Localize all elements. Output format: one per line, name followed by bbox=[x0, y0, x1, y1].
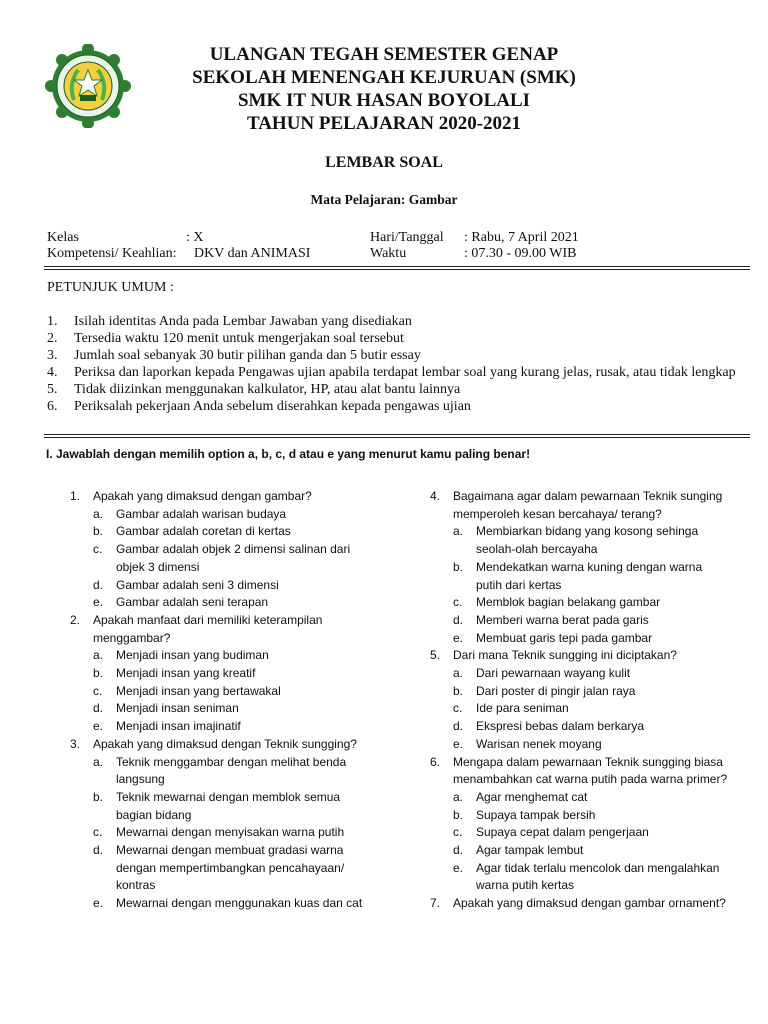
section-heading: I. Jawablah dengan memilih option a, b, c, d atau e yang menurut kamu paling benar! bbox=[46, 447, 531, 461]
option-text: Gambar adalah objek 2 dimensi salinan dari objek 3 dimensi bbox=[116, 542, 351, 574]
questions-left-column bbox=[70, 488, 370, 913]
question-row bbox=[430, 754, 730, 896]
option-text: Dari pewarnaan wayang kulit bbox=[476, 666, 631, 681]
divider-top-2 bbox=[44, 269, 750, 270]
question-body bbox=[453, 895, 730, 913]
divider-bottom bbox=[44, 434, 750, 435]
subject-line: Mata Pelajaran: Gambar bbox=[310, 192, 458, 207]
answer-option bbox=[453, 683, 730, 701]
answer-option bbox=[453, 824, 730, 842]
answer-option bbox=[93, 754, 370, 789]
answer-option bbox=[93, 577, 370, 595]
option-text: Gambar adalah warisan budaya bbox=[116, 506, 287, 521]
question-body bbox=[453, 647, 730, 753]
option-text: Mewarnai dengan membuat gradasi warna dengan mempertimbangkan pencahayaan/ kontras bbox=[116, 843, 345, 893]
answer-option bbox=[453, 665, 730, 683]
instruction-item bbox=[47, 364, 737, 381]
option-letter: e. bbox=[93, 595, 104, 610]
time-value: : 07.30 - 09.00 WIB bbox=[464, 246, 577, 261]
option-letter: d. bbox=[453, 612, 464, 627]
answer-option bbox=[93, 541, 370, 576]
answer-option bbox=[453, 630, 730, 648]
option-text: Gambar adalah seni 3 dimensi bbox=[116, 577, 279, 592]
question-text: Apakah yang dimaksud dengan gambar ornament? bbox=[453, 896, 726, 911]
question-row bbox=[70, 736, 370, 913]
question-number: 5. bbox=[430, 648, 441, 663]
option-text: Menjadi insan yang bertawakal bbox=[116, 683, 281, 698]
answer-option bbox=[453, 842, 730, 860]
answer-option bbox=[453, 807, 730, 825]
option-text: Ide para seniman bbox=[476, 701, 569, 716]
competency-label: Kompetensi/ Keahlian: bbox=[47, 246, 177, 261]
question-row bbox=[70, 488, 370, 612]
option-letter: b. bbox=[453, 559, 464, 574]
answer-option bbox=[453, 612, 730, 630]
question-number: 1. bbox=[70, 489, 81, 503]
question-item bbox=[70, 736, 370, 913]
class-value: : X bbox=[186, 230, 204, 245]
divider-bottom-2 bbox=[44, 437, 750, 438]
option-text: Menjadi insan yang budiman bbox=[116, 648, 269, 663]
answer-option bbox=[93, 665, 370, 683]
option-letter: d. bbox=[93, 577, 104, 592]
option-letter: e. bbox=[453, 736, 464, 751]
option-text: Ekspresi bebas dalam berkarya bbox=[476, 719, 645, 734]
option-letter: e. bbox=[453, 860, 464, 875]
question-item bbox=[70, 488, 370, 612]
instruction-item bbox=[47, 313, 737, 330]
option-text: Membiarkan bidang yang kosong sehinga seolah-olah bercayaha bbox=[476, 524, 699, 557]
school-type: SEKOLAH MENENGAH KEJURUAN (SMK) bbox=[192, 67, 576, 88]
answer-option bbox=[453, 789, 730, 807]
option-letter: e. bbox=[93, 896, 104, 911]
answer-option bbox=[93, 683, 370, 701]
option-letter: a. bbox=[93, 648, 104, 663]
option-letter: a. bbox=[453, 789, 464, 804]
answer-option bbox=[453, 523, 730, 558]
school-logo bbox=[44, 44, 132, 128]
option-letter: e. bbox=[453, 630, 464, 645]
instruction-text: Tersedia waktu 120 menit untuk mengerjakan soal tersebut bbox=[74, 331, 404, 346]
instruction-number: 2. bbox=[47, 331, 58, 346]
question-body bbox=[453, 488, 730, 647]
question-text: Bagaimana agar dalam pewarnaan Teknik sunging memperoleh kesan bercahaya/ terang? bbox=[453, 489, 723, 521]
answer-option bbox=[93, 718, 370, 736]
option-text: Gambar adalah coretan di kertas bbox=[116, 524, 291, 539]
option-text: Supaya cepat dalam pengerjaan bbox=[476, 825, 649, 840]
option-text: Mewarnai dengan menyisakan warna putih bbox=[116, 825, 345, 840]
answer-option bbox=[93, 895, 370, 913]
class-label: Kelas bbox=[47, 230, 79, 245]
instruction-text: Periksalah pekerjaan Anda sebelum diserahkan kepada pengawas ujian bbox=[74, 399, 471, 414]
instruction-item bbox=[47, 330, 737, 347]
option-letter: b. bbox=[453, 683, 464, 698]
option-text: Memberi warna berat pada garis bbox=[476, 612, 649, 627]
question-body bbox=[453, 754, 730, 896]
instruction-number: 3. bbox=[47, 348, 58, 363]
instruction-text: Tidak diizinkan menggunakan kalkulator, HP, atau alat bantu lainnya bbox=[74, 382, 461, 397]
question-row bbox=[430, 895, 730, 913]
instruction-number: 5. bbox=[47, 382, 58, 397]
instruction-text: Periksa dan laporkan kepada Pengawas ujian apabila terdapat lembar soal yang kurang jelas, rusak, atau tidak lengkap bbox=[74, 365, 736, 380]
question-item bbox=[430, 488, 730, 647]
option-letter: a. bbox=[93, 754, 104, 769]
answer-option bbox=[93, 700, 370, 718]
exam-title: ULANGAN TEGAH SEMESTER GENAP bbox=[209, 44, 559, 65]
option-letter: c. bbox=[453, 701, 463, 716]
option-letter: d. bbox=[453, 843, 464, 858]
instructions-list bbox=[47, 313, 737, 415]
divider-top bbox=[44, 266, 750, 267]
question-item bbox=[430, 754, 730, 896]
option-letter: c. bbox=[453, 825, 463, 840]
option-letter: e. bbox=[93, 719, 104, 734]
option-letter: b. bbox=[93, 789, 104, 804]
question-text: Mengapa dalam pewarnaan Teknik sungging biasa menambahkan cat warna putih pada warna primer? bbox=[453, 754, 728, 787]
option-letter: c. bbox=[93, 683, 103, 698]
option-text: Mewarnai dengan menggunakan kuas dan cat bbox=[116, 896, 363, 911]
option-text: Menjadi insan seniman bbox=[116, 701, 239, 716]
option-letter: a. bbox=[453, 524, 464, 539]
time-label: Waktu bbox=[370, 246, 407, 261]
question-item bbox=[70, 612, 370, 736]
instruction-number: 4. bbox=[47, 365, 58, 380]
question-row bbox=[70, 612, 370, 736]
instruction-text: Jumlah soal sebanyak 30 butir pilihan ganda dan 5 butir essay bbox=[74, 348, 421, 363]
instruction-item bbox=[47, 398, 737, 415]
option-letter: a. bbox=[453, 666, 464, 681]
instruction-number: 6. bbox=[47, 399, 58, 414]
option-letter: b. bbox=[93, 524, 104, 539]
instruction-number: 1. bbox=[47, 314, 58, 329]
option-text: Mendekatkan warna kuning dengan warna putih dari kertas bbox=[476, 559, 703, 592]
question-item bbox=[430, 647, 730, 753]
option-text: Agar tampak lembut bbox=[476, 843, 584, 858]
option-letter: d. bbox=[93, 701, 104, 716]
option-letter: d. bbox=[453, 719, 464, 734]
answer-option bbox=[453, 718, 730, 736]
question-item bbox=[430, 895, 730, 913]
option-letter: d. bbox=[93, 843, 104, 858]
answer-option bbox=[93, 523, 370, 541]
instructions-heading: PETUNJUK UMUM : bbox=[47, 280, 174, 295]
option-letter: c. bbox=[453, 595, 463, 610]
option-text: Supaya tampak bersih bbox=[476, 807, 596, 822]
question-row bbox=[430, 647, 730, 753]
option-letter: c. bbox=[93, 825, 103, 840]
date-label: Hari/Tanggal bbox=[370, 230, 444, 245]
question-number: 3. bbox=[70, 736, 81, 751]
answer-option bbox=[453, 594, 730, 612]
instruction-item bbox=[47, 347, 737, 364]
option-letter: a. bbox=[93, 506, 104, 521]
questions-right-column bbox=[430, 488, 730, 913]
option-text: Menjadi insan yang kreatif bbox=[116, 666, 256, 681]
option-text: Membuat garis tepi pada gambar bbox=[476, 630, 653, 645]
option-letter: b. bbox=[93, 666, 104, 681]
option-letter: b. bbox=[453, 807, 464, 822]
instruction-item bbox=[47, 381, 737, 398]
question-row bbox=[430, 488, 730, 647]
answer-option bbox=[453, 736, 730, 754]
school-name: SMK IT NUR HASAN BOYOLALI bbox=[237, 90, 531, 111]
question-number: 4. bbox=[430, 489, 441, 503]
option-text: Teknik mewarnai dengan memblok semua bagian bidang bbox=[116, 789, 341, 822]
answer-option bbox=[93, 842, 370, 895]
question-body bbox=[93, 736, 370, 913]
answer-option bbox=[453, 860, 730, 895]
sheet-title: LEMBAR SOAL bbox=[325, 154, 443, 171]
question-number: 6. bbox=[430, 754, 441, 769]
competency-value: DKV dan ANIMASI bbox=[194, 246, 311, 261]
answer-option bbox=[453, 559, 730, 594]
option-text: Menjadi insan imajinatif bbox=[116, 719, 241, 734]
question-body bbox=[93, 612, 370, 736]
answer-option bbox=[93, 647, 370, 665]
question-number: 2. bbox=[70, 612, 81, 627]
date-value: : Rabu, 7 April 2021 bbox=[464, 230, 579, 245]
option-text: Agar tidak terlalu mencolok dan mengalahkan warna putih kertas bbox=[476, 860, 720, 893]
question-text: Dari mana Teknik sungging ini diciptakan? bbox=[453, 648, 677, 663]
academic-year: TAHUN PELAJARAN 2020-2021 bbox=[246, 113, 522, 134]
answer-option bbox=[93, 789, 370, 824]
option-text: Agar menghemat cat bbox=[476, 789, 588, 804]
option-text: Teknik menggambar dengan melihat benda langsung bbox=[116, 754, 347, 787]
option-letter: c. bbox=[93, 542, 103, 557]
answer-option bbox=[93, 506, 370, 524]
answer-option bbox=[93, 824, 370, 842]
question-text: Apakah manfaat dari memiliki keterampilan menggambar? bbox=[93, 612, 323, 645]
question-body bbox=[93, 488, 370, 612]
option-text: Dari poster di pingir jalan raya bbox=[476, 683, 636, 698]
question-number: 7. bbox=[430, 896, 441, 911]
answer-option bbox=[93, 594, 370, 612]
answer-option bbox=[453, 700, 730, 718]
option-text: Gambar adalah seni terapan bbox=[116, 595, 269, 610]
option-text: Memblok bagian belakang gambar bbox=[476, 595, 661, 610]
question-text: Apakah yang dimaksud dengan gambar? bbox=[93, 489, 312, 503]
option-text: Warisan nenek moyang bbox=[476, 736, 602, 751]
question-text: Apakah yang dimaksud dengan Teknik sungging? bbox=[93, 736, 357, 751]
instruction-text: Isilah identitas Anda pada Lembar Jawaban yang disediakan bbox=[74, 314, 412, 329]
